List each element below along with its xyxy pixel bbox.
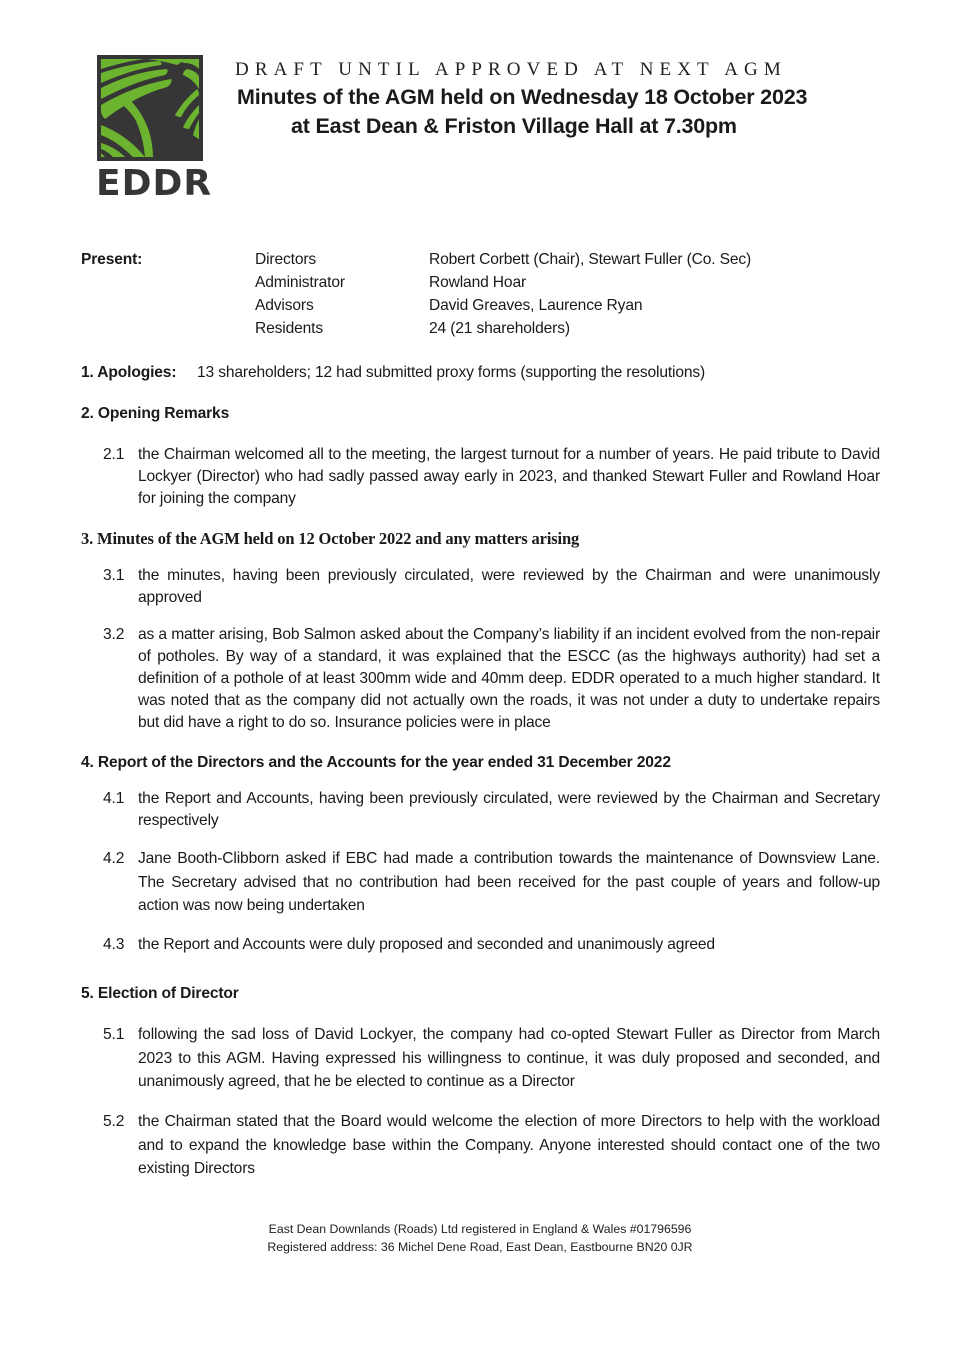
present-role: Residents <box>255 320 323 337</box>
section-heading-previous-minutes: 3. Minutes of the AGM held on 12 October 2022 and any matters arising <box>81 529 580 548</box>
minute-item <box>103 1023 880 1094</box>
present-names: Robert Corbett (Chair), Stewart Fuller (Co. Sec) <box>429 251 752 268</box>
minute-item <box>103 934 880 956</box>
present-role: Administrator <box>255 274 345 291</box>
item-number: 3.2 <box>103 626 125 643</box>
logo-text: EDDR <box>96 163 213 204</box>
item-number: 4.3 <box>103 936 125 953</box>
document-title-line1: Minutes of the AGM held on Wednesday 18 October 2023 <box>237 85 808 109</box>
draft-notice: DRAFT UNTIL APPROVED AT NEXT AGM <box>235 59 787 80</box>
item-number: 3.1 <box>103 567 125 584</box>
minute-item <box>103 624 880 734</box>
minute-item <box>103 788 880 832</box>
item-text: the minutes, having been previously circulated, were reviewed by the Chairman and were unanimously approved <box>138 567 880 606</box>
item-text: following the sad loss of David Lockyer, the company had co-opted Stewart Fuller as Director from March 2023 to this AGM. Having expressed his willingness to continue, it was duly proposed and seconded, and unanimously agreed, that he be elected to continue as a Director <box>138 1026 880 1090</box>
document-title-line2: at East Dean & Friston Village Hall at 7.30pm <box>291 114 737 138</box>
minute-item <box>103 1110 880 1181</box>
present-role: Directors <box>255 251 317 268</box>
apologies-text: 13 shareholders; 12 had submitted proxy forms (supporting the resolutions) <box>197 364 706 381</box>
item-number: 5.2 <box>103 1113 125 1130</box>
item-text: the Report and Accounts were duly proposed and seconded and unanimously agreed <box>138 936 715 953</box>
present-names: David Greaves, Laurence Ryan <box>429 297 643 314</box>
item-number: 4.2 <box>103 850 125 867</box>
item-number: 2.1 <box>103 446 125 463</box>
minute-item <box>103 565 880 609</box>
minute-item <box>103 847 880 918</box>
item-number: 5.1 <box>103 1026 125 1043</box>
item-number: 4.1 <box>103 790 125 807</box>
section-heading-directors-report: 4. Report of the Directors and the Accounts for the year ended 31 December 2022 <box>81 754 671 771</box>
present-names: 24 (21 shareholders) <box>429 320 570 337</box>
footer-address: Registered address: 36 Michel Dene Road, East Dean, Eastbourne BN20 0JR <box>267 1240 693 1254</box>
section-heading-apologies: 1. Apologies: <box>81 364 177 381</box>
footer-registration: East Dean Downlands (Roads) Ltd registered in England & Wales #01796596 <box>268 1222 692 1236</box>
section-heading-opening-remarks: 2. Opening Remarks <box>81 405 230 422</box>
present-names: Rowland Hoar <box>429 274 527 291</box>
road-landscape-icon <box>97 55 203 161</box>
present-role: Advisors <box>255 297 314 314</box>
item-text: the Chairman welcomed all to the meeting, the largest turnout for a number of years. He paid tribute to David Lockyer (Director) who had sadly passed away early in 2023, and thanked Stewart Fuller and Rowland Hoar for joining the company <box>138 446 880 507</box>
page-footer <box>0 1220 960 1256</box>
item-text: Jane Booth-Clibborn asked if EBC had made a contribution towards the maintenance of Downsview Lane. The Secretary advised that no contribution had been received for the past couple of years and follow-up action was now being undertaken <box>138 850 880 914</box>
minute-item <box>103 444 880 510</box>
present-label: Present: <box>81 251 143 268</box>
item-text: as a matter arising, Bob Salmon asked about the Company’s liability if an incident evolved from the non-repair of potholes. By way of a standard, it was explained that the ESCC (as the highways authority) had set a definition of a pothole of at least 300mm wide and 40mm deep. EDDR operated to a much higher standard. It was noted that as the company did not actually own the roads, it was not under a duty to undertake repairs but did have a right to do so. Insurance policies were in place <box>138 626 880 731</box>
item-text: the Report and Accounts, having been previously circulated, were reviewed by the Chairman and Secretary respectively <box>138 790 880 829</box>
item-text: the Chairman stated that the Board would welcome the election of more Directors to help with the workload and to expand the knowledge base within the Company. Anyone interested should contact one of the two existing Directors <box>138 1113 880 1177</box>
section-heading-election: 5. Election of Director <box>81 985 239 1002</box>
eddr-logo-mark <box>97 55 203 161</box>
